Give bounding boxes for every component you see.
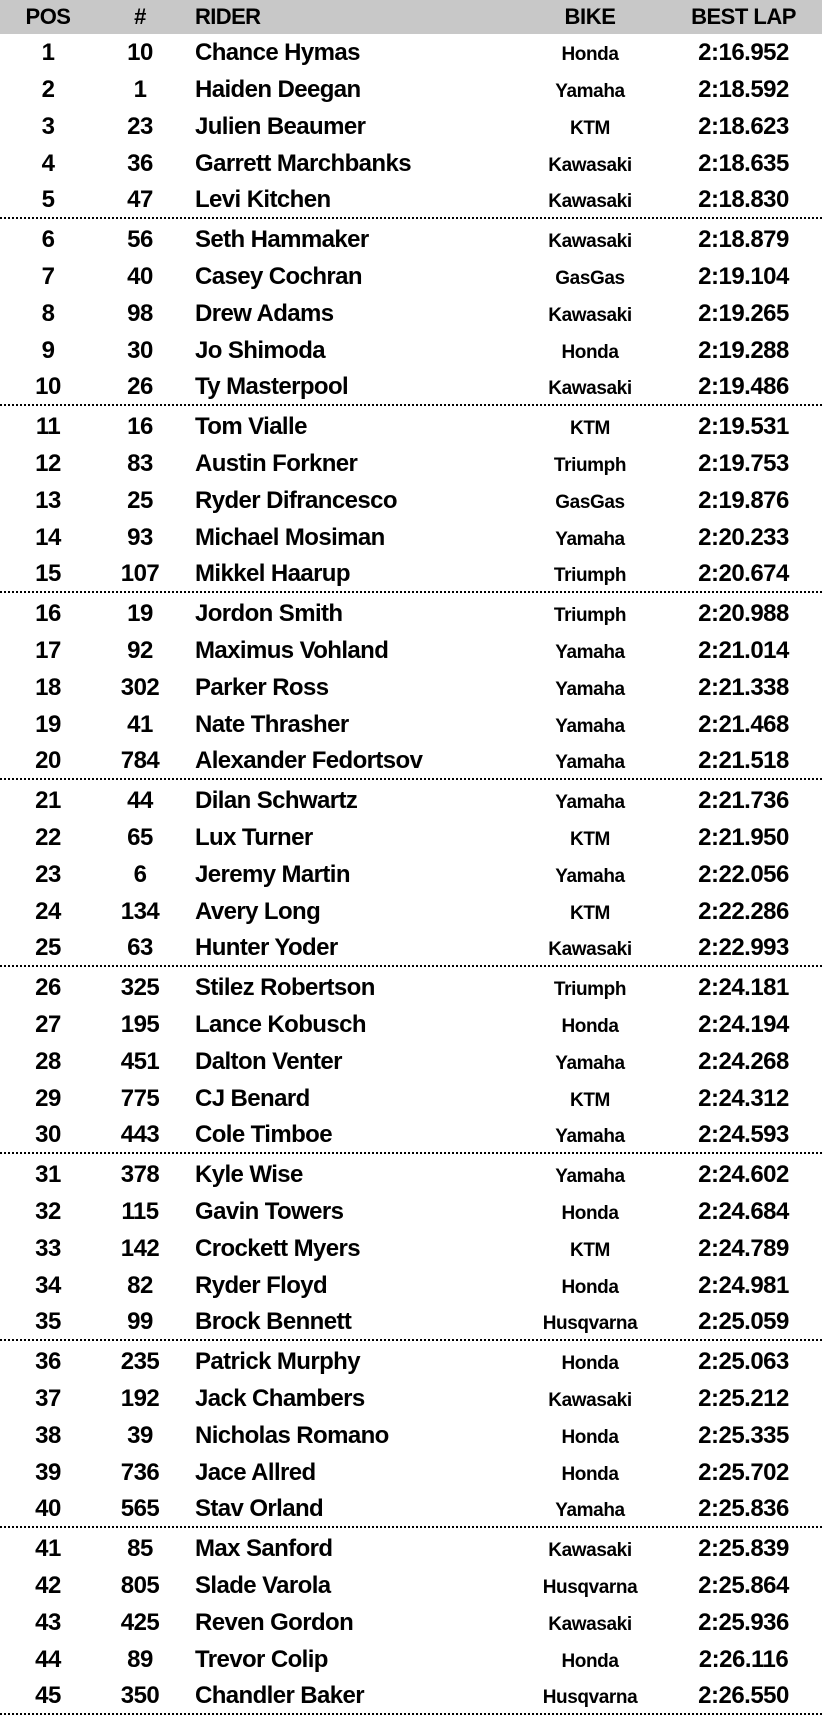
row-bike: Honda (561, 1463, 619, 1485)
row-best-lap: 2:18.635 (698, 149, 789, 177)
row-number: 115 (121, 1197, 159, 1225)
row-bike: Kawasaki (548, 154, 632, 176)
row-bike: KTM (570, 417, 610, 439)
table-row (0, 182, 822, 219)
row-bike: Kawasaki (548, 230, 632, 252)
row-bike: Kawasaki (548, 1539, 632, 1561)
row-pos: 4 (41, 149, 55, 177)
row-rider: Levi Kitchen (195, 185, 331, 213)
row-rider: Gavin Towers (195, 1197, 344, 1225)
row-rider: Nate Thrasher (195, 710, 349, 738)
row-number: 44 (127, 786, 153, 814)
row-best-lap: 2:21.468 (698, 710, 789, 738)
row-best-lap: 2:19.531 (698, 412, 789, 440)
row-rider: Seth Hammaker (195, 225, 369, 253)
row-bike: Kawasaki (548, 190, 632, 212)
row-rider: Avery Long (195, 897, 321, 925)
row-pos: 7 (41, 262, 55, 290)
table-row (0, 258, 822, 295)
header-pos: POS (25, 4, 71, 29)
row-best-lap: 2:20.233 (698, 523, 789, 551)
row-bike: Yamaha (555, 791, 625, 813)
table-row (0, 1530, 822, 1567)
row-pos: 20 (35, 746, 61, 774)
table-row (0, 1454, 822, 1491)
row-best-lap: 2:24.312 (698, 1084, 789, 1112)
row-bike: Yamaha (555, 751, 625, 773)
row-number: 56 (127, 225, 153, 253)
row-number: 350 (120, 1681, 160, 1709)
row-pos: 31 (35, 1160, 61, 1188)
table-row (0, 1641, 822, 1678)
row-number: 195 (120, 1010, 160, 1038)
row-rider: Slade Varola (195, 1571, 331, 1599)
row-best-lap: 2:25.063 (698, 1347, 789, 1375)
row-pos: 18 (35, 673, 61, 701)
row-best-lap: 2:19.104 (698, 262, 789, 290)
row-number: 36 (127, 149, 153, 177)
row-best-lap: 2:19.265 (698, 299, 789, 327)
row-rider: Ryder Floyd (195, 1271, 328, 1299)
row-bike: Yamaha (555, 641, 625, 663)
row-best-lap: 2:20.674 (698, 559, 789, 587)
row-number: 736 (120, 1458, 160, 1486)
table-row (0, 782, 822, 819)
row-number: 85 (127, 1534, 153, 1562)
row-number: 19 (127, 599, 153, 627)
row-number: 302 (120, 673, 160, 701)
row-bike: Kawasaki (548, 1389, 632, 1411)
row-pos: 27 (35, 1010, 61, 1038)
row-rider: Chance Hymas (195, 38, 360, 66)
row-rider: Tom Vialle (195, 412, 307, 440)
row-rider: Kyle Wise (195, 1160, 303, 1188)
row-bike: Husqvarna (542, 1576, 638, 1598)
row-pos: 5 (41, 185, 55, 213)
row-best-lap: 2:24.602 (698, 1160, 789, 1188)
row-bike: KTM (570, 828, 610, 850)
row-pos: 22 (35, 823, 61, 851)
row-number: 65 (127, 823, 153, 851)
table-row (0, 1491, 822, 1528)
row-bike: Yamaha (555, 865, 625, 887)
row-number: 39 (127, 1421, 153, 1449)
row-number: 40 (127, 262, 153, 290)
row-pos: 1 (41, 38, 55, 66)
table-row (0, 930, 822, 967)
row-bike: Honda (561, 1276, 619, 1298)
row-number: 92 (127, 636, 153, 664)
table-row (0, 408, 822, 445)
row-best-lap: 2:22.993 (698, 933, 789, 961)
row-best-lap: 2:25.702 (698, 1458, 789, 1486)
row-number: 425 (120, 1608, 160, 1636)
row-pos: 13 (35, 486, 61, 514)
row-rider: Austin Forkner (195, 449, 358, 477)
row-rider: Michael Mosiman (195, 523, 385, 551)
row-rider: Alexander Fedortsov (195, 746, 423, 774)
row-best-lap: 2:19.753 (698, 449, 789, 477)
row-number: 89 (127, 1645, 153, 1673)
table-row (0, 1043, 822, 1080)
row-number: 235 (120, 1347, 160, 1375)
row-pos: 37 (35, 1384, 61, 1412)
row-best-lap: 2:21.518 (698, 746, 789, 774)
row-pos: 10 (35, 372, 61, 400)
table-row (0, 632, 822, 669)
row-pos: 32 (35, 1197, 61, 1225)
table-row (0, 1567, 822, 1604)
table-body (0, 34, 822, 1715)
row-bike: Kawasaki (548, 377, 632, 399)
row-best-lap: 2:21.736 (698, 786, 789, 814)
row-rider: Maximus Vohland (195, 636, 389, 664)
row-best-lap: 2:25.212 (698, 1384, 789, 1412)
row-best-lap: 2:24.981 (698, 1271, 789, 1299)
table-row (0, 108, 822, 145)
row-pos: 29 (35, 1084, 61, 1112)
row-number: 775 (120, 1084, 160, 1112)
row-bike: Kawasaki (548, 1613, 632, 1635)
row-rider: Jack Chambers (195, 1384, 365, 1412)
row-best-lap: 2:22.056 (698, 860, 789, 888)
row-number: 443 (120, 1120, 160, 1148)
row-rider: Lux Turner (195, 823, 313, 851)
row-bike: Honda (561, 1650, 619, 1672)
row-number: 99 (127, 1307, 153, 1335)
row-number: 6 (133, 860, 147, 888)
row-pos: 34 (35, 1271, 61, 1299)
row-best-lap: 2:26.116 (698, 1645, 789, 1673)
row-bike: KTM (570, 117, 610, 139)
row-best-lap: 2:25.059 (698, 1307, 789, 1335)
table-row (0, 1230, 822, 1267)
row-bike: Honda (561, 1202, 619, 1224)
row-pos: 12 (35, 449, 61, 477)
row-number: 98 (127, 299, 153, 327)
row-number: 565 (120, 1494, 160, 1522)
table-row (0, 1080, 822, 1117)
table-row (0, 145, 822, 182)
row-number: 25 (127, 486, 153, 514)
row-pos: 26 (35, 973, 61, 1001)
row-rider: Casey Cochran (195, 262, 362, 290)
table-row (0, 221, 822, 258)
table-row (0, 1156, 822, 1193)
row-rider: Julien Beaumer (195, 112, 366, 140)
row-best-lap: 2:25.335 (698, 1421, 789, 1449)
row-pos: 38 (35, 1421, 61, 1449)
header-best-lap: BEST LAP (691, 4, 796, 29)
row-bike: Yamaha (555, 1052, 625, 1074)
row-best-lap: 2:21.338 (698, 673, 789, 701)
header-number: # (134, 4, 146, 29)
table-row (0, 369, 822, 406)
table-row (0, 969, 822, 1006)
row-number: 378 (120, 1160, 160, 1188)
row-pos: 14 (35, 523, 61, 551)
row-bike: Yamaha (555, 528, 625, 550)
row-number: 82 (127, 1271, 153, 1299)
table-row (0, 295, 822, 332)
row-pos: 30 (35, 1120, 61, 1148)
row-pos: 23 (35, 860, 61, 888)
row-rider: Parker Ross (195, 673, 329, 701)
row-best-lap: 2:16.952 (698, 38, 789, 66)
row-rider: Nicholas Romano (195, 1421, 389, 1449)
row-bike: Triumph (553, 978, 627, 1000)
table-row (0, 332, 822, 369)
row-pos: 3 (41, 112, 55, 140)
row-number: 784 (120, 746, 160, 774)
row-number: 805 (120, 1571, 160, 1599)
row-bike: Triumph (553, 454, 627, 476)
row-rider: CJ Benard (195, 1084, 310, 1112)
row-number: 107 (120, 559, 160, 587)
row-rider: Jordon Smith (195, 599, 343, 627)
row-number: 30 (127, 336, 153, 364)
row-pos: 8 (41, 299, 55, 327)
row-number: 63 (127, 933, 153, 961)
row-pos: 6 (41, 225, 55, 253)
row-number: 192 (120, 1384, 160, 1412)
row-best-lap: 2:24.684 (698, 1197, 789, 1225)
row-rider: Cole Timboe (195, 1120, 332, 1148)
row-bike: KTM (570, 1239, 610, 1261)
row-best-lap: 2:24.268 (698, 1047, 789, 1075)
row-rider: Stilez Robertson (195, 973, 375, 1001)
row-best-lap: 2:25.836 (698, 1494, 789, 1522)
row-best-lap: 2:24.181 (698, 973, 789, 1001)
row-number: 83 (127, 449, 153, 477)
row-bike: Husqvarna (542, 1686, 638, 1708)
row-pos: 9 (41, 336, 55, 364)
row-bike: Kawasaki (548, 938, 632, 960)
row-best-lap: 2:26.550 (698, 1681, 789, 1709)
row-pos: 36 (35, 1347, 61, 1375)
row-pos: 17 (35, 636, 61, 664)
table-header (0, 0, 822, 34)
table-row (0, 706, 822, 743)
row-rider: Chandler Baker (195, 1681, 364, 1709)
table-row (0, 71, 822, 108)
row-number: 142 (120, 1234, 160, 1262)
row-rider: Garrett Marchbanks (195, 149, 411, 177)
table-row (0, 1678, 822, 1715)
row-best-lap: 2:24.194 (698, 1010, 789, 1038)
row-number: 134 (120, 897, 160, 925)
row-rider: Stav Orland (195, 1494, 324, 1522)
table-row (0, 669, 822, 706)
row-rider: Dilan Schwartz (195, 786, 358, 814)
row-pos: 44 (35, 1645, 61, 1673)
row-pos: 21 (35, 786, 61, 814)
row-best-lap: 2:25.839 (698, 1534, 789, 1562)
table-row (0, 519, 822, 556)
row-rider: Jace Allred (195, 1458, 316, 1486)
row-rider: Max Sanford (195, 1534, 333, 1562)
table-row (0, 34, 822, 71)
row-best-lap: 2:19.288 (698, 336, 789, 364)
row-best-lap: 2:24.593 (698, 1120, 789, 1148)
row-bike: Honda (561, 1426, 619, 1448)
table-row (0, 743, 822, 780)
table-row (0, 1117, 822, 1154)
row-best-lap: 2:24.789 (698, 1234, 789, 1262)
row-bike: Triumph (553, 564, 627, 586)
row-number: 47 (127, 185, 153, 213)
row-bike: Triumph (553, 604, 627, 626)
row-best-lap: 2:18.879 (698, 225, 789, 253)
row-rider: Hunter Yoder (195, 933, 338, 961)
row-best-lap: 2:20.988 (698, 599, 789, 627)
row-pos: 25 (35, 933, 61, 961)
row-best-lap: 2:18.830 (698, 185, 789, 213)
row-rider: Crockett Myers (195, 1234, 361, 1262)
row-number: 41 (127, 710, 153, 738)
row-number: 16 (127, 412, 153, 440)
row-bike: Yamaha (555, 715, 625, 737)
row-rider: Reven Gordon (195, 1608, 354, 1636)
row-best-lap: 2:25.864 (698, 1571, 789, 1599)
row-bike: Yamaha (555, 1125, 625, 1147)
row-rider: Lance Kobusch (195, 1010, 366, 1038)
row-pos: 41 (35, 1534, 61, 1562)
row-number: 93 (127, 523, 153, 551)
row-rider: Jeremy Martin (195, 860, 350, 888)
row-rider: Mikkel Haarup (195, 559, 350, 587)
row-bike: Kawasaki (548, 304, 632, 326)
row-best-lap: 2:21.014 (698, 636, 789, 664)
row-number: 325 (120, 973, 160, 1001)
row-bike: Husqvarna (542, 1312, 638, 1334)
row-bike: KTM (570, 1089, 610, 1111)
row-bike: KTM (570, 902, 610, 924)
row-bike: Honda (561, 1352, 619, 1374)
row-bike: GasGas (555, 267, 625, 289)
row-bike: Yamaha (555, 678, 625, 700)
table-row (0, 856, 822, 893)
row-pos: 39 (35, 1458, 61, 1486)
row-number: 23 (127, 112, 153, 140)
row-number: 1 (133, 75, 147, 103)
row-bike: Yamaha (555, 1499, 625, 1521)
row-pos: 2 (41, 75, 55, 103)
row-bike: Honda (561, 1015, 619, 1037)
table-row (0, 1304, 822, 1341)
row-number: 26 (127, 372, 153, 400)
table-row (0, 445, 822, 482)
table-row (0, 556, 822, 593)
table-row (0, 1267, 822, 1304)
row-best-lap: 2:18.623 (698, 112, 789, 140)
table-row (0, 819, 822, 856)
row-pos: 19 (35, 710, 61, 738)
row-bike: GasGas (555, 491, 625, 513)
table-row (0, 1380, 822, 1417)
table-row (0, 893, 822, 930)
table-row (0, 1006, 822, 1043)
table-row (0, 1417, 822, 1454)
row-pos: 28 (35, 1047, 61, 1075)
row-best-lap: 2:25.936 (698, 1608, 789, 1636)
row-pos: 35 (35, 1307, 61, 1335)
row-rider: Jo Shimoda (195, 336, 326, 364)
row-best-lap: 2:18.592 (698, 75, 789, 103)
row-number: 10 (127, 38, 153, 66)
row-best-lap: 2:22.286 (698, 897, 789, 925)
table-row (0, 482, 822, 519)
row-pos: 40 (35, 1494, 61, 1522)
header-bike: BIKE (564, 4, 616, 29)
header-rider: RIDER (195, 4, 261, 29)
row-best-lap: 2:19.486 (698, 372, 789, 400)
row-number: 451 (120, 1047, 160, 1075)
row-pos: 33 (35, 1234, 61, 1262)
row-bike: Yamaha (555, 1165, 625, 1187)
row-pos: 24 (35, 897, 61, 925)
row-pos: 43 (35, 1608, 61, 1636)
table-row (0, 1343, 822, 1380)
row-pos: 42 (35, 1571, 61, 1599)
row-rider: Brock Bennett (195, 1307, 352, 1335)
row-bike: Honda (561, 341, 619, 363)
row-pos: 11 (35, 412, 61, 440)
row-rider: Dalton Venter (195, 1047, 342, 1075)
row-bike: Honda (561, 43, 619, 65)
table-row (0, 1604, 822, 1641)
row-rider: Ty Masterpool (195, 372, 349, 400)
table-row (0, 595, 822, 632)
row-pos: 16 (35, 599, 61, 627)
row-best-lap: 2:19.876 (698, 486, 789, 514)
row-rider: Ryder Difrancesco (195, 486, 397, 514)
row-rider: Trevor Colip (195, 1645, 328, 1673)
row-rider: Haiden Deegan (195, 75, 361, 103)
row-rider: Drew Adams (195, 299, 334, 327)
table-row (0, 1193, 822, 1230)
row-pos: 45 (35, 1681, 61, 1709)
row-rider: Patrick Murphy (195, 1347, 360, 1375)
row-pos: 15 (35, 559, 61, 587)
row-bike: Yamaha (555, 80, 625, 102)
row-best-lap: 2:21.950 (698, 823, 789, 851)
